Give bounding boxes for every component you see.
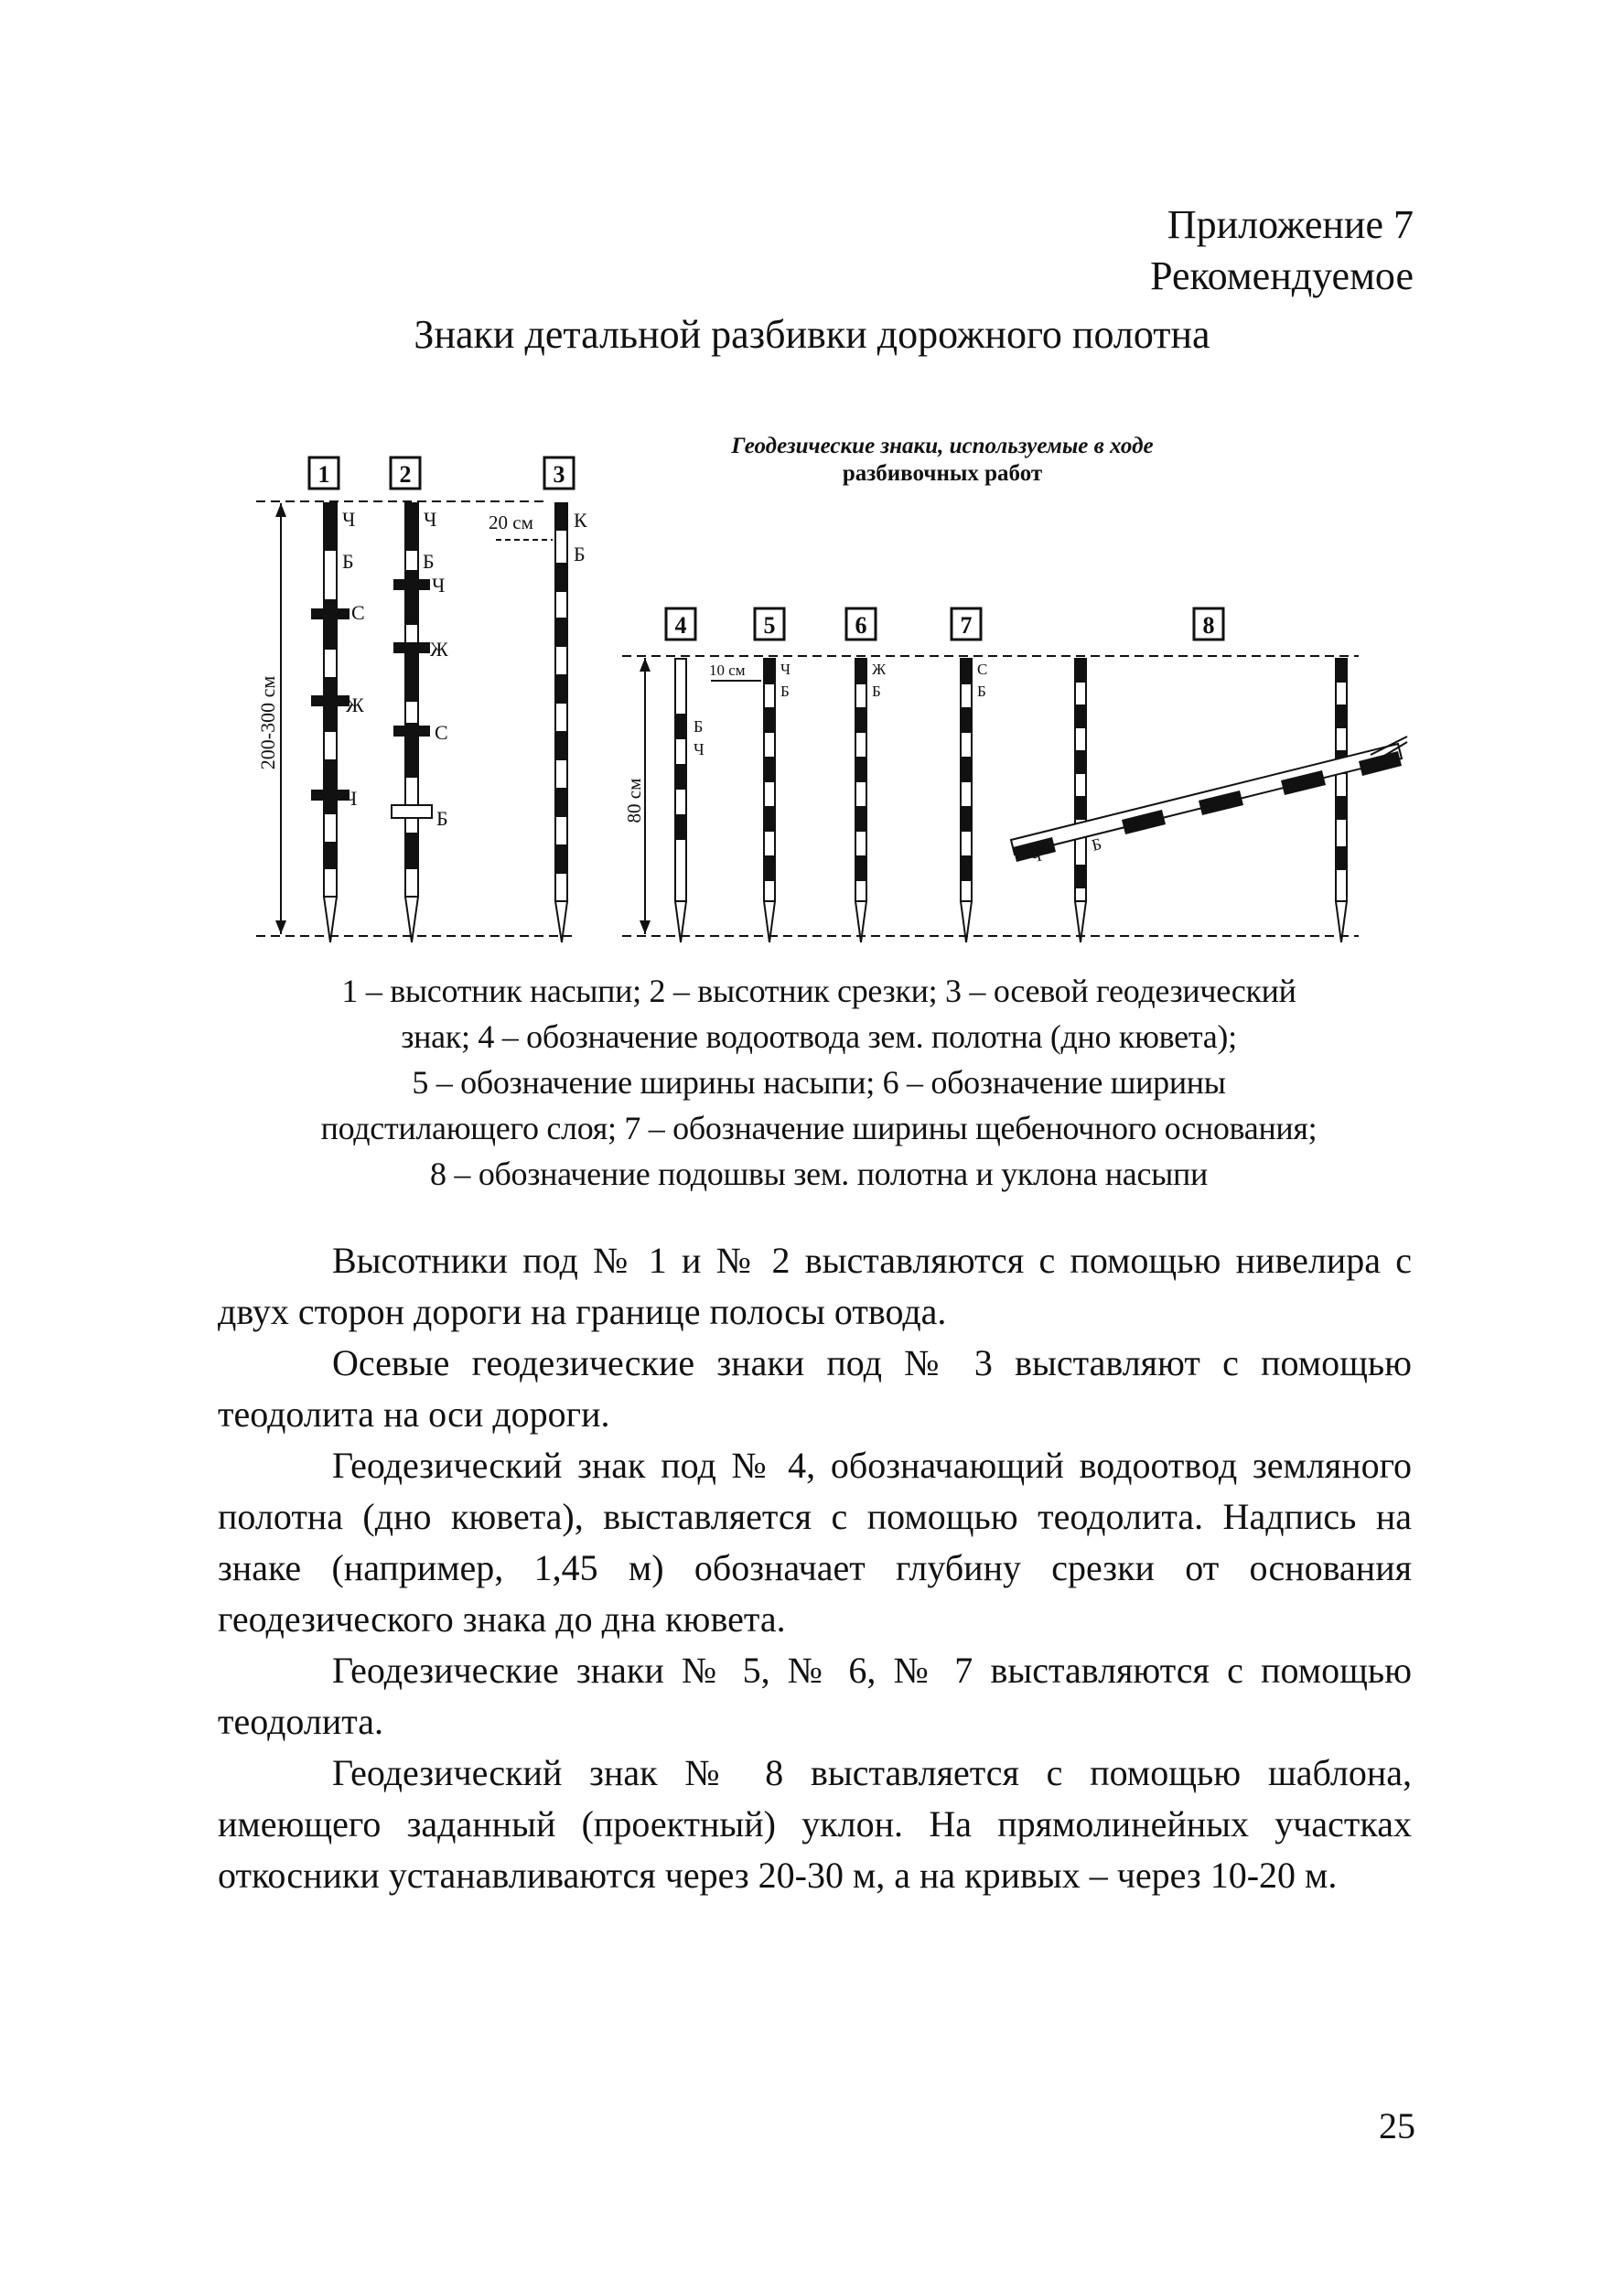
appendix-number: Приложение 7 bbox=[1167, 202, 1414, 247]
sign-number-box-7 bbox=[952, 608, 981, 640]
sign-number-box-8 bbox=[1194, 608, 1223, 640]
sign-number-3: 3 bbox=[553, 461, 565, 488]
sign-4 bbox=[675, 659, 704, 942]
dimension-10-label: 10 см bbox=[709, 661, 746, 679]
sign-number-5: 5 bbox=[763, 612, 776, 639]
sign-number-7: 7 bbox=[960, 612, 973, 639]
sign-number-4: 4 bbox=[674, 612, 687, 639]
sign-2-mark-2: Б bbox=[423, 550, 435, 573]
sign-6-mark-2: Б bbox=[872, 683, 881, 700]
sign-7-mark-1: С bbox=[977, 661, 988, 678]
sign-7 bbox=[961, 659, 987, 942]
figure-subtitle-line1: Геодезические знаки, используемые в ходе bbox=[731, 434, 1154, 458]
sign-number-box-5 bbox=[755, 608, 784, 640]
sign-4-mark-2: Ч bbox=[694, 740, 704, 758]
sign-number-2: 2 bbox=[399, 461, 412, 488]
body-paragraph: Геодезический знак № 8 выставляется с помощью шаблона, имеющего заданный (проектный) уклон. На прямолинейных участках откосники устанавливаются через 20-30 м, а на кривых – через 10-20 м. bbox=[218, 1752, 1412, 1896]
sign-4-mark-1: Б bbox=[694, 717, 704, 736]
slope-template bbox=[1011, 737, 1407, 862]
sign-2-mark-5: С bbox=[435, 721, 448, 744]
sign-5 bbox=[709, 659, 790, 942]
page-number: 25 bbox=[1379, 2105, 1415, 2146]
sign-number-box-3 bbox=[544, 457, 574, 489]
caption-line: 8 – обозначение подошвы зем. полотна и уклона насыпи bbox=[430, 1156, 1208, 1192]
sign-3-mark-1: К bbox=[574, 509, 587, 532]
appendix-status: Рекомендуемое bbox=[1150, 253, 1414, 298]
caption-line: 5 – обозначение ширины насыпи; 6 – обозначение ширины bbox=[412, 1064, 1226, 1101]
sign-2-mark-1: Ч bbox=[424, 508, 437, 531]
geodetic-signs-figure bbox=[247, 416, 1409, 956]
sign-2-mark-3: Ч bbox=[432, 574, 446, 597]
sign-6-mark-1: Ж bbox=[872, 661, 887, 678]
body-paragraph: Осевые геодезические знаки под № 3 выставляют с помощью теодолита на оси дороги. bbox=[218, 1342, 1412, 1435]
figure-caption bbox=[220, 968, 1418, 1197]
sign-1-mark-3: С bbox=[351, 601, 365, 624]
sign-1 bbox=[311, 503, 365, 942]
caption-line: знак; 4 – обозначение водоотвода зем. полотна (дно кювета); bbox=[401, 1018, 1237, 1055]
sign-2-mark-6: Б bbox=[436, 807, 448, 830]
sign-2-mark-4: Ж bbox=[430, 638, 448, 661]
dimension-short-label: 80 см bbox=[623, 778, 645, 823]
sign-5-mark-1: Ч bbox=[780, 661, 791, 678]
sign-6 bbox=[855, 659, 887, 942]
sign-number-box-6 bbox=[846, 608, 876, 640]
sign-number-1: 1 bbox=[317, 461, 330, 488]
sign-8-mark-1: Ч bbox=[1028, 845, 1044, 866]
page-title: Знаки детальной разбивки дорожного полотна bbox=[414, 312, 1210, 357]
sign-3-mark-2: Б bbox=[574, 543, 586, 565]
sign-1-mark-2: Б bbox=[342, 550, 354, 573]
caption-line: подстилающего слоя; 7 – обозначение ширины щебеночного основания; bbox=[320, 1110, 1317, 1146]
sign-number-box-4 bbox=[666, 608, 695, 640]
dimension-tall-label: 200-300 см bbox=[256, 675, 279, 770]
dimension-tall bbox=[256, 503, 286, 934]
sign-5-mark-2: Б bbox=[780, 683, 790, 700]
body-paragraph: Геодезические знаки № 5, № 6, № 7 выставляются с помощью теодолита. bbox=[218, 1650, 1412, 1742]
sign-number-box-1 bbox=[309, 457, 339, 489]
figure-subtitle-line2: разбивочных работ bbox=[842, 461, 1043, 486]
sign-8-mark-2: Б bbox=[1090, 834, 1104, 855]
sign-1-mark-5: Ч bbox=[344, 787, 358, 810]
body-paragraph: Геодезический знак под № 4, обозначающий водоотвод земляного полотна (дно кювета), выставляется с помощью теодолита. Надпись на знаке (например, 1,45 м) обозначает глубину срезки от основания геодезического знака до дна кювета. bbox=[218, 1445, 1412, 1640]
sign-1-mark-4: Ж bbox=[346, 694, 364, 716]
sign-7-mark-2: Б bbox=[977, 683, 986, 700]
sign-8 bbox=[1011, 659, 1407, 942]
dimension-20-label: 20 см bbox=[489, 511, 533, 533]
sign-number-8: 8 bbox=[1202, 612, 1215, 639]
caption-line: 1 – высотник насыпи; 2 – высотник срезки; 3 – осевой геодезический bbox=[341, 973, 1296, 1009]
sign-3 bbox=[489, 503, 587, 942]
sign-number-box-2 bbox=[391, 457, 420, 489]
body-paragraph: Высотники под № 1 и № 2 выставляются с помощью нивелира с двух сторон дороги на границе полосы отвода. bbox=[218, 1240, 1412, 1332]
sign-1-mark-1: Ч bbox=[342, 508, 356, 531]
sign-2 bbox=[392, 503, 448, 942]
dimension-short bbox=[623, 658, 651, 934]
body-text bbox=[218, 1235, 1412, 1901]
sign-number-6: 6 bbox=[855, 612, 867, 639]
